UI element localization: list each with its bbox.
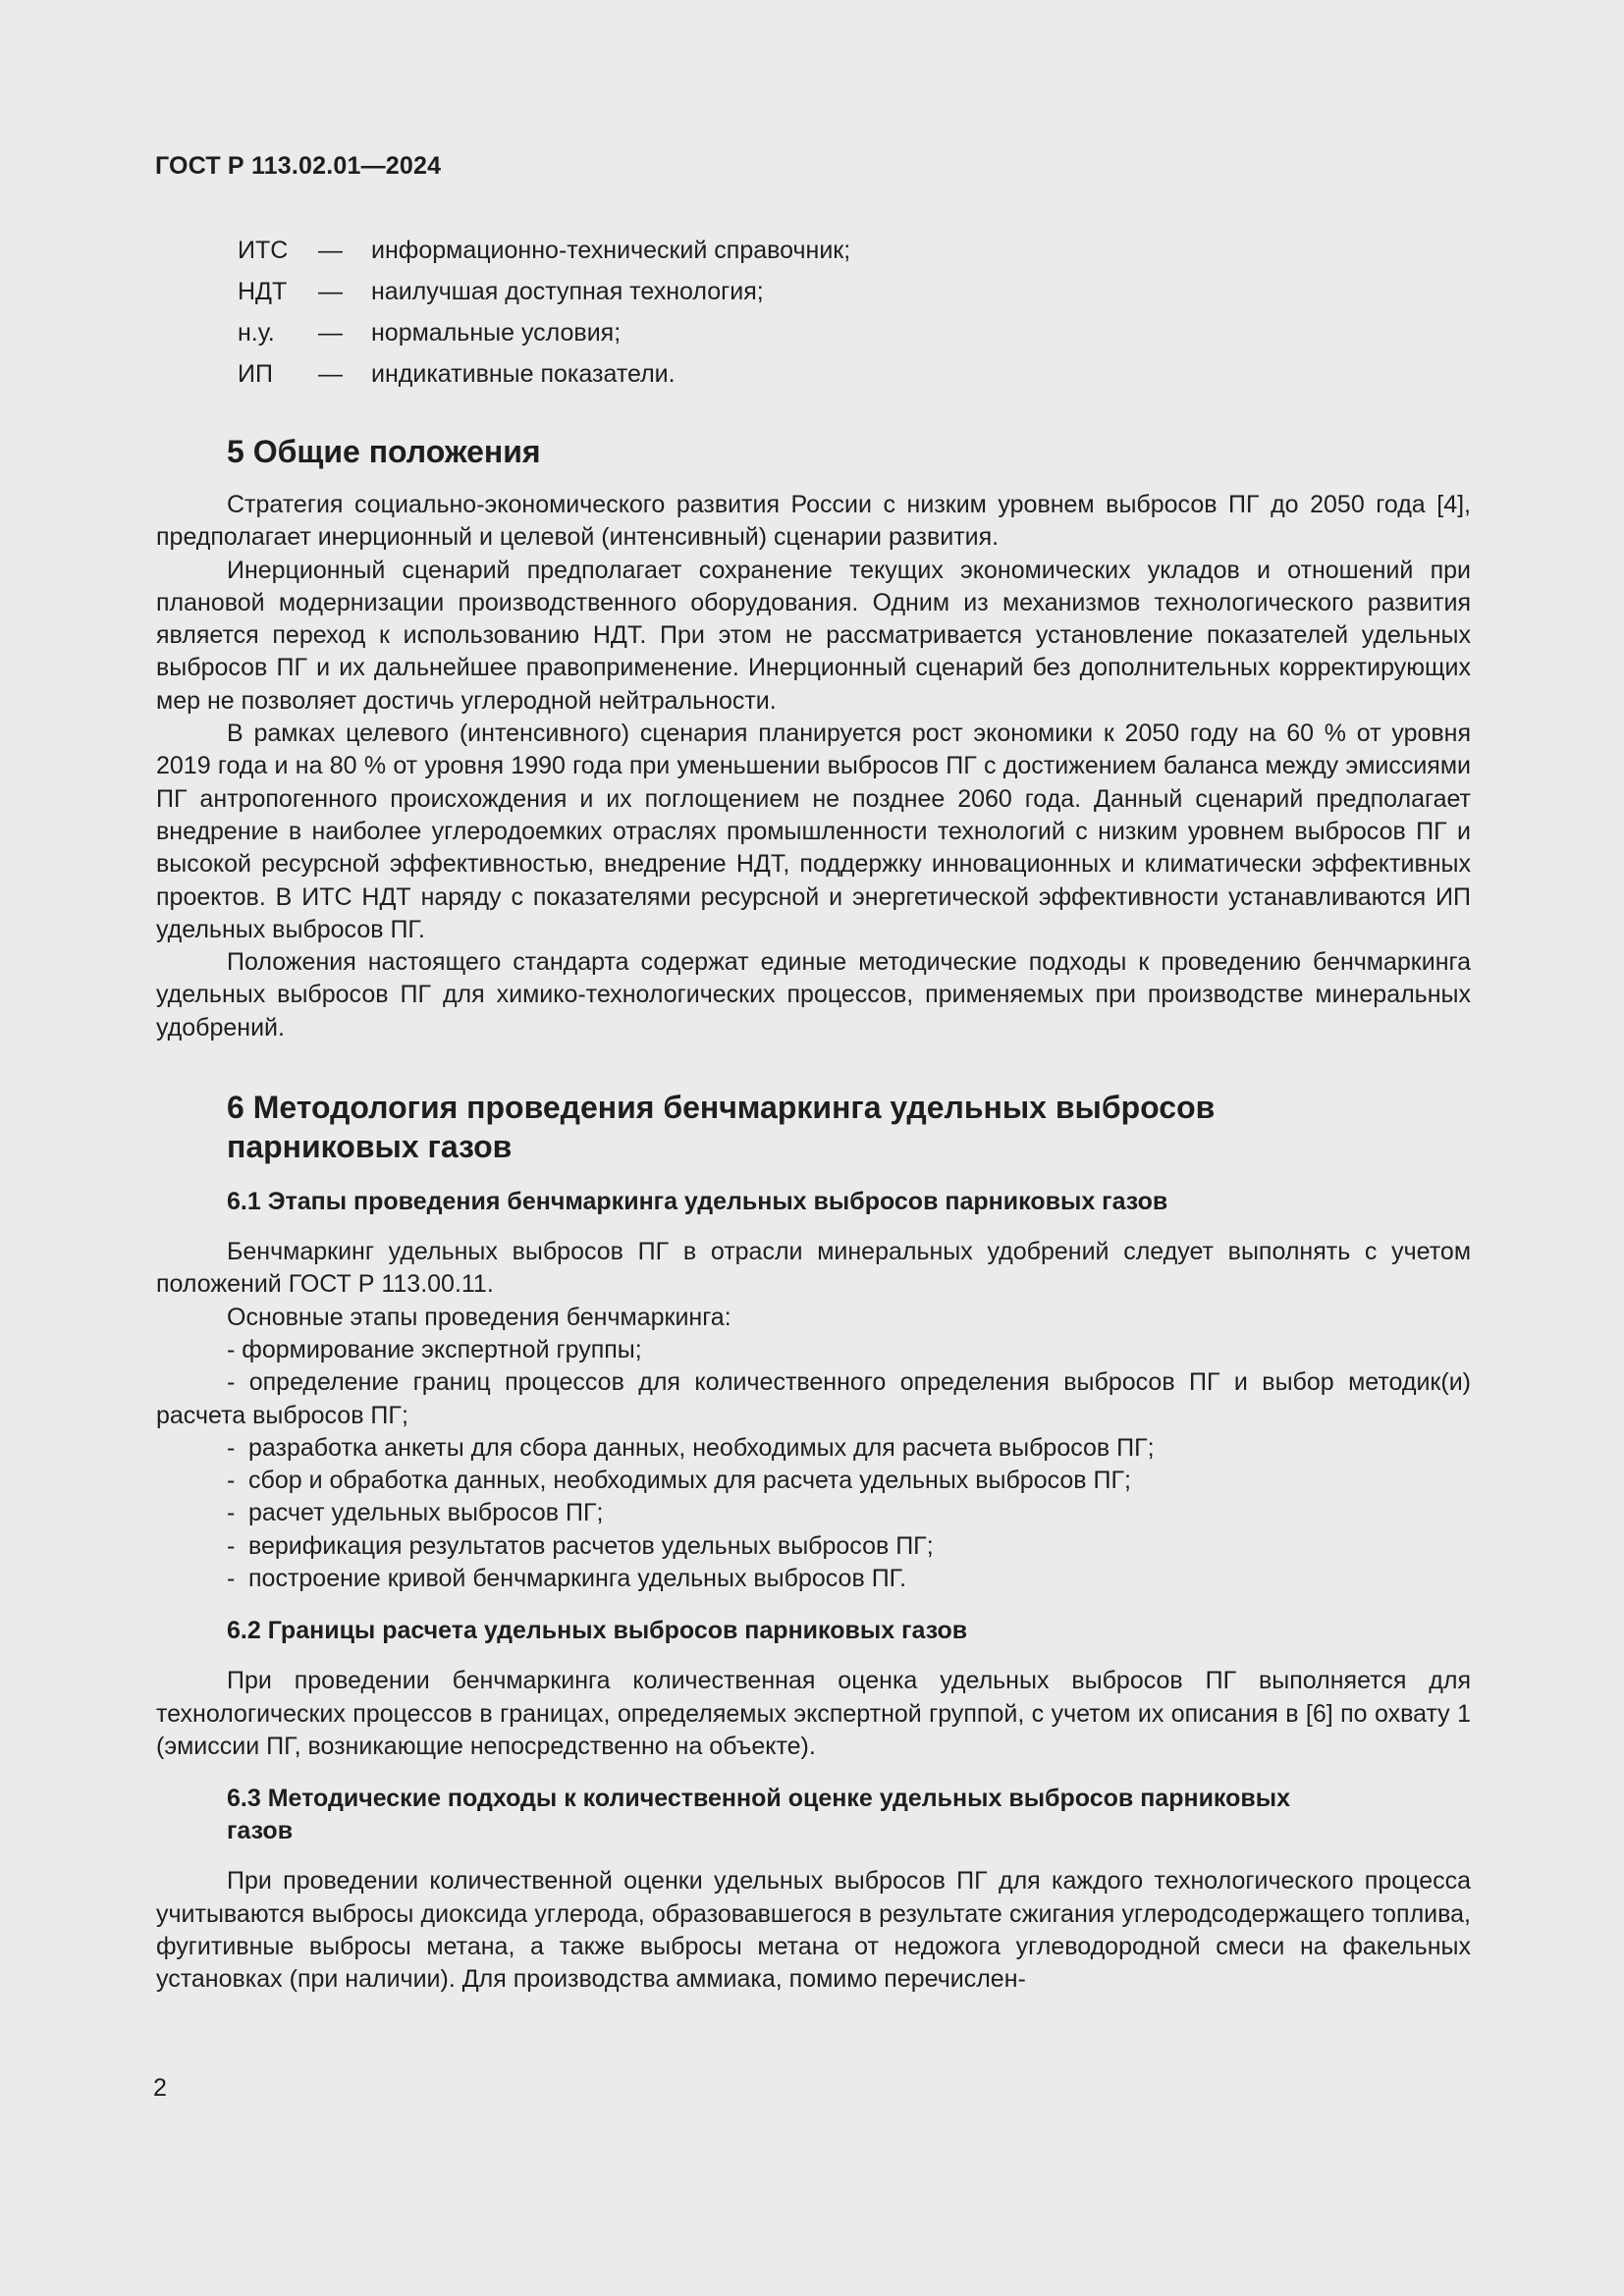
list-item <box>156 1497 1471 1529</box>
list-item-text: расчет удельных выбросов ПГ; <box>248 1499 604 1527</box>
paragraph: Инерционный сценарий предполагает сохранение текущих экономических укладов и отношений при плановой модернизации производственного оборудования. Одним из механизмов технологического развития является переход к использованию НДТ. При этом не рассматривается установление показателей удельных выбросов ПГ и их дальнейшее правоприменение. Инерционный сценарий без дополнительных корректирующих мер не позволяет достичь углеродной нейтральности. <box>156 556 1471 715</box>
document-code-header: ГОСТ Р 113.02.01—2024 <box>155 152 442 180</box>
list-item-text: разработка анкеты для сбора данных, необходимых для расчета выбросов ПГ; <box>248 1433 1155 1462</box>
list-item <box>156 1530 1471 1563</box>
document-body <box>156 432 1471 1996</box>
list-bullet: - <box>227 1467 236 1495</box>
list-item-text: построение кривой бенчмаркинга удельных выбросов ПГ. <box>248 1565 907 1593</box>
paragraph: Бенчмаркинг удельных выбросов ПГ в отрасли минеральных удобрений следует выполнять с учетом положений ГОСТ Р 113.00.11. <box>156 1238 1471 1299</box>
abbreviation-term: ИП <box>238 360 273 388</box>
paragraph: В рамках целевого (интенсивного) сценария планируется рост экономики к 2050 году на 60 % от уровня 2019 года и на 80 % от уровня 1990 года при уменьшении выбросов ПГ с достижением баланса между эмиссиями ПГ антропогенного происхождения и их поглощением не позднее 2060 года. Данный сценарий предполагает внедрение в наиболее углеродоемких отраслях промышленности технологий с низким уровнем выбросов ПГ и высокой ресурсной эффективностью, внедрение НДТ, поддержку инновационных и климатически эффективных проектов. В ИТС НДТ наряду с показателями ресурсной и энергетической эффективности устанавливаются ИП удельных выбросов ПГ. <box>156 720 1471 943</box>
section-6-heading <box>156 1088 1471 1166</box>
list-item <box>156 1563 1471 1595</box>
list-bullet: - <box>227 1531 236 1560</box>
abbreviation-definition: индикативные показатели. <box>371 360 676 388</box>
abbreviation-definition: нормальные условия; <box>371 319 622 347</box>
list-item: - определение границ процессов для количественного определения выбросов ПГ и выбор методик(и) расчета выбросов ПГ; <box>156 1368 1471 1429</box>
abbreviation-term: н.у. <box>238 319 275 347</box>
section-5-heading: 5 Общие положения <box>227 434 541 469</box>
subsection-6-2-heading: 6.2 Границы расчета удельных выбросов парниковых газов <box>227 1617 968 1645</box>
paragraph: Стратегия социально-экономического развития России с низким уровнем выбросов ПГ до 2050 года [4], предполагает инерционный и целевой (интенсивный) сценарии развития. <box>156 491 1471 552</box>
list-item <box>156 1432 1471 1465</box>
list-bullet: - <box>227 1499 236 1527</box>
list-bullet: - <box>227 1433 236 1462</box>
paragraph: Основные этапы проведения бенчмаркинга: <box>227 1303 731 1331</box>
list-bullet: - <box>227 1565 236 1593</box>
abbreviation-list <box>238 236 850 400</box>
subsection-6-1-heading: 6.1 Этапы проведения бенчмаркинга удельных выбросов парниковых газов <box>227 1188 1168 1216</box>
abbreviation-dash: — <box>318 237 343 264</box>
abbreviation-definition: наилучшая доступная технология; <box>371 278 764 305</box>
abbreviation-row <box>238 359 850 400</box>
page-number: 2 <box>153 2074 167 2102</box>
abbreviation-row <box>238 277 850 318</box>
paragraph: При проведении бенчмаркинга количественная оценка удельных выбросов ПГ выполняется для технологических процессов в границах, определяемых экспертной группой, с учетом их описания в [6] по охвату 1 (эмиссии ПГ, возникающие непосредственно на объекте). <box>156 1667 1471 1760</box>
subsection-6-3-heading <box>156 1783 1471 1847</box>
subsection-6-3-heading-line: 6.3 Методические подходы к количественной оценке удельных выбросов парниковых <box>227 1785 1291 1813</box>
section-6-heading-line: 6 Методология проведения бенчмаркинга удельных выбросов <box>227 1090 1216 1126</box>
list-item-text: верификация результатов расчетов удельных выбросов ПГ; <box>248 1531 934 1560</box>
abbreviation-dash: — <box>318 360 343 388</box>
abbreviation-row <box>238 236 850 277</box>
paragraph: Положения настоящего стандарта содержат единые методические подходы к проведению бенчмаркинга удельных выбросов ПГ для химико-технологических процессов, применяемых при производстве минеральных удобрений. <box>156 948 1471 1041</box>
abbreviation-term: НДТ <box>238 278 288 305</box>
list-item: - формирование экспертной группы; <box>227 1335 642 1363</box>
abbreviation-dash: — <box>318 278 343 305</box>
paragraph: При проведении количественной оценки удельных выбросов ПГ для каждого технологического процесса учитываются выбросы диоксида углерода, образовавшегося в результате сжигания углеродсодержащего топлива, фугитивные выбросы метана, а также выбросы метана от недожога углеводородной смеси на факельных установках (при наличии). Для производства аммиака, помимо перечислен- <box>156 1867 1471 1994</box>
abbreviation-row <box>238 318 850 359</box>
abbreviation-definition: информационно-технический справочник; <box>371 237 851 264</box>
abbreviation-term: ИТС <box>238 237 289 264</box>
list-item-text: сбор и обработка данных, необходимых для расчета удельных выбросов ПГ; <box>248 1467 1131 1495</box>
subsection-6-3-heading-line: газов <box>227 1817 294 1845</box>
abbreviation-dash: — <box>318 319 343 347</box>
list-item <box>156 1465 1471 1497</box>
section-6-heading-line: парниковых газов <box>227 1129 513 1165</box>
